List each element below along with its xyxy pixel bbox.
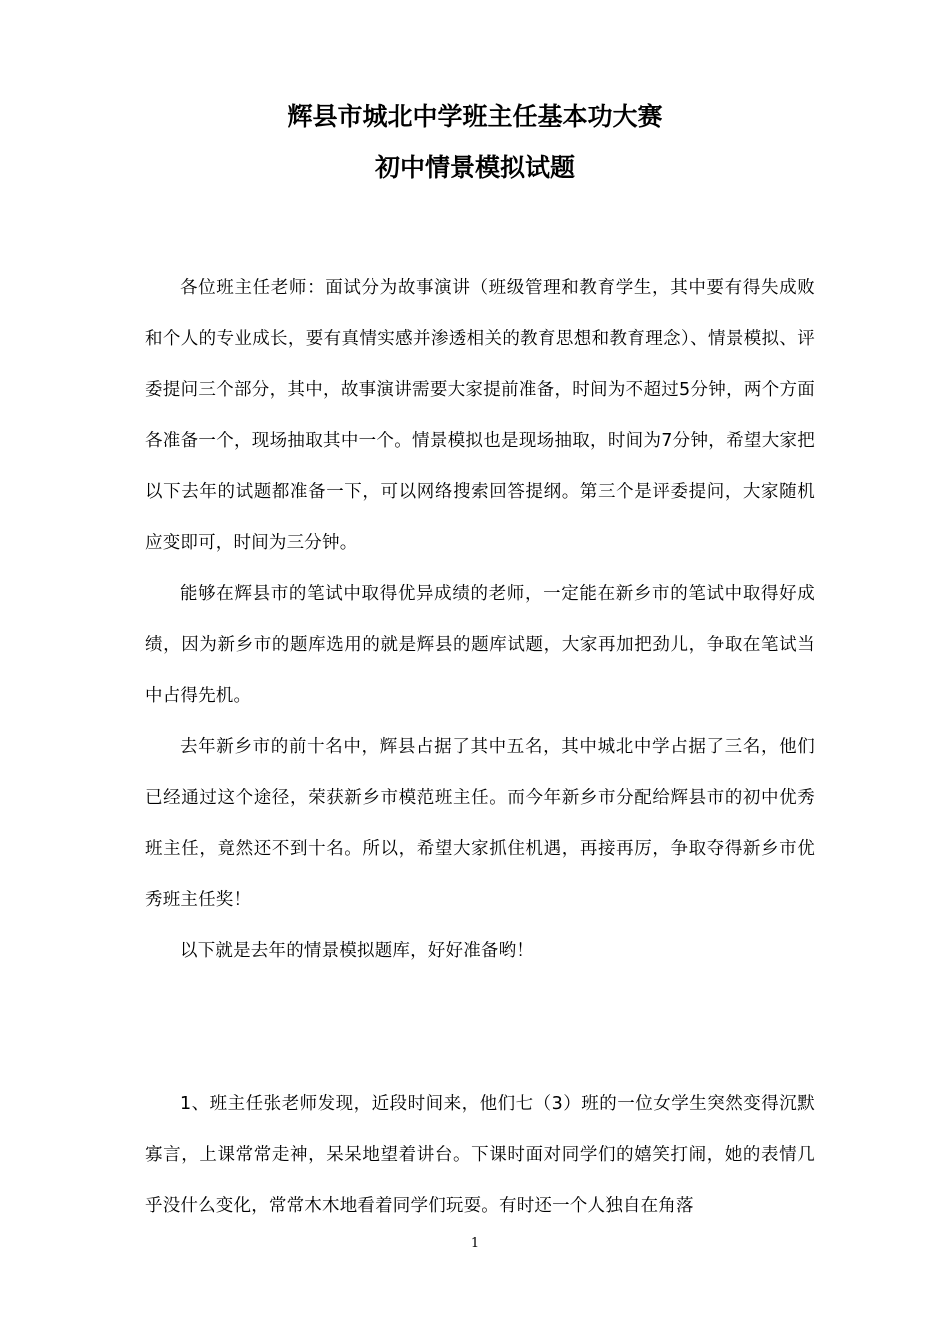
page-number: 1 [470,1236,480,1251]
question-1: 1、班主任张老师发现，近段时间来，他们七（3）班的一位女学生突然变得沉默寡言，上课常常走神，呆呆地望着讲台。下课时面对同学们的嬉笑打闹，她的表情几乎没什么变化，常常木木地看着同学们玩耍。有时还一个人独自在角落 [145,1094,815,1216]
document-subtitle: 初中情景模拟试题 [374,153,575,182]
document-body [145,263,815,1232]
paragraph-last-year-results: 去年新乡市的前十名中，辉县占据了其中五名，其中城北中学占据了三名，他们已经通过这个途径，荣获新乡市模范班主任。而今年新乡市分配给辉县市的初中优秀班主任，竟然还不到十名。所以，希望大家抓住机遇，再接再厉，争取夺得新乡市优秀班主任奖！ [145,737,815,910]
section-spacer [145,977,815,1079]
document-title: 辉县市城北中学班主任基本功大赛 [287,102,663,131]
paragraph-instructions: 各位班主任老师：面试分为故事演讲（班级管理和教育学生，其中要有得失成败和个人的专业成长，要有真情实感并渗透相关的教育思想和教育理念）、情景模拟、评委提问三个部分，其中，故事演讲需要大家提前准备，时间为不超过5分钟，两个方面各准备一个，现场抽取其中一个。情景模拟也是现场抽取，时间为7分钟，希望大家把以下去年的试题都准备一下，可以网络搜索回答提纲。第三个是评委提问，大家随机应变即可，时间为三分钟。 [145,278,815,553]
paragraph-question-bank-intro: 以下就是去年的情景模拟题库，好好准备哟！ [180,941,534,961]
paragraph-written-exam: 能够在辉县市的笔试中取得优异成绩的老师，一定能在新乡市的笔试中取得好成绩，因为新乡市的题库选用的就是辉县的题库试题，大家再加把劲儿，争取在笔试当中占得先机。 [145,584,815,706]
